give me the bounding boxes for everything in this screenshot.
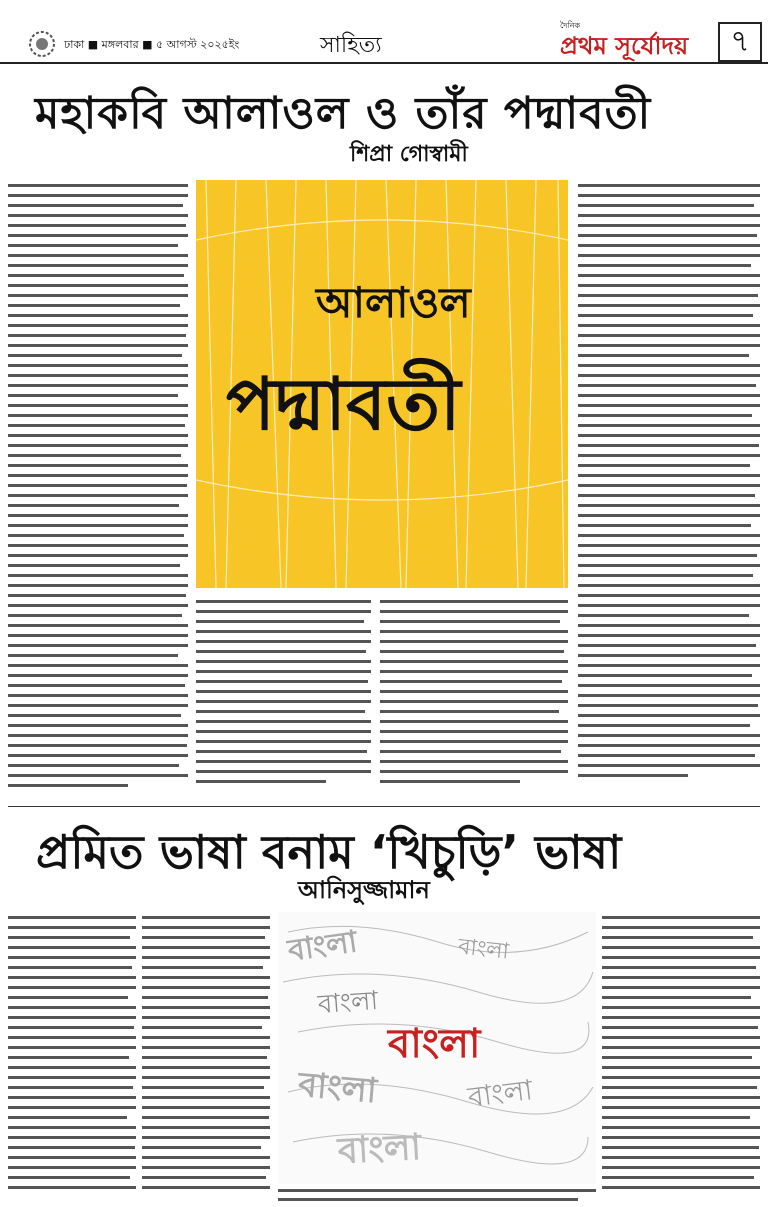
dateline: ঢাকা ■ মঙ্গলবার ■ ৫ আগস্ট ২০২৫ইং [64,38,240,51]
text-lines [602,912,760,1202]
article2-byline: আনিসুজ্জামান [298,876,430,904]
art-word-5: বাংলা [465,1073,535,1114]
section-divider [8,806,760,807]
logo-name: প্রথম সূর্যোদয় [560,31,689,60]
article2-headline: প্রমিত ভাষা বনাম ‘খিচুড়ি’ ভাষা [36,825,622,879]
article1-col-4 [578,180,760,790]
book-cover-image [196,180,568,588]
article1-col-3 [380,596,568,796]
article2-caption-text [278,1186,596,1204]
cover-title-top: আলাওল [316,278,471,327]
art-word-2: বাংলা [456,934,511,965]
emblem-icon [28,30,56,58]
newspaper-logo [560,18,710,62]
masthead [0,0,768,64]
article1-col-2 [196,596,371,796]
text-lines [142,912,270,1202]
art-word-3: বাংলা [316,985,380,1021]
logo-tagline: দৈনিক [560,21,581,30]
art-word-4: বাংলা [296,1064,379,1112]
section-title: সাহিত্য [320,33,382,58]
article2-col-4 [602,912,760,1202]
art-word-main: বাংলা [388,1020,481,1067]
article1-headline: মহাকবি আলাওল ও তাঁর পদ্মাবতী [35,88,652,139]
text-lines [8,180,188,790]
text-lines [196,596,371,796]
article1-byline: শিপ্রা গোস্বামী [350,142,468,167]
text-lines [380,596,568,796]
bangla-artwork-image [278,912,596,1184]
article2-col-1 [8,912,136,1202]
art-word-6: বাংলা [336,1125,423,1173]
text-lines [578,180,760,790]
art-word-1: বাংলা [285,924,360,969]
article1-col-1 [8,180,188,790]
cover-title-main: পদ্মাবতী [226,362,461,446]
article2-col-2 [142,912,270,1202]
text-lines [278,1186,596,1204]
page-number: ৭ [718,22,762,62]
text-lines [8,912,136,1202]
